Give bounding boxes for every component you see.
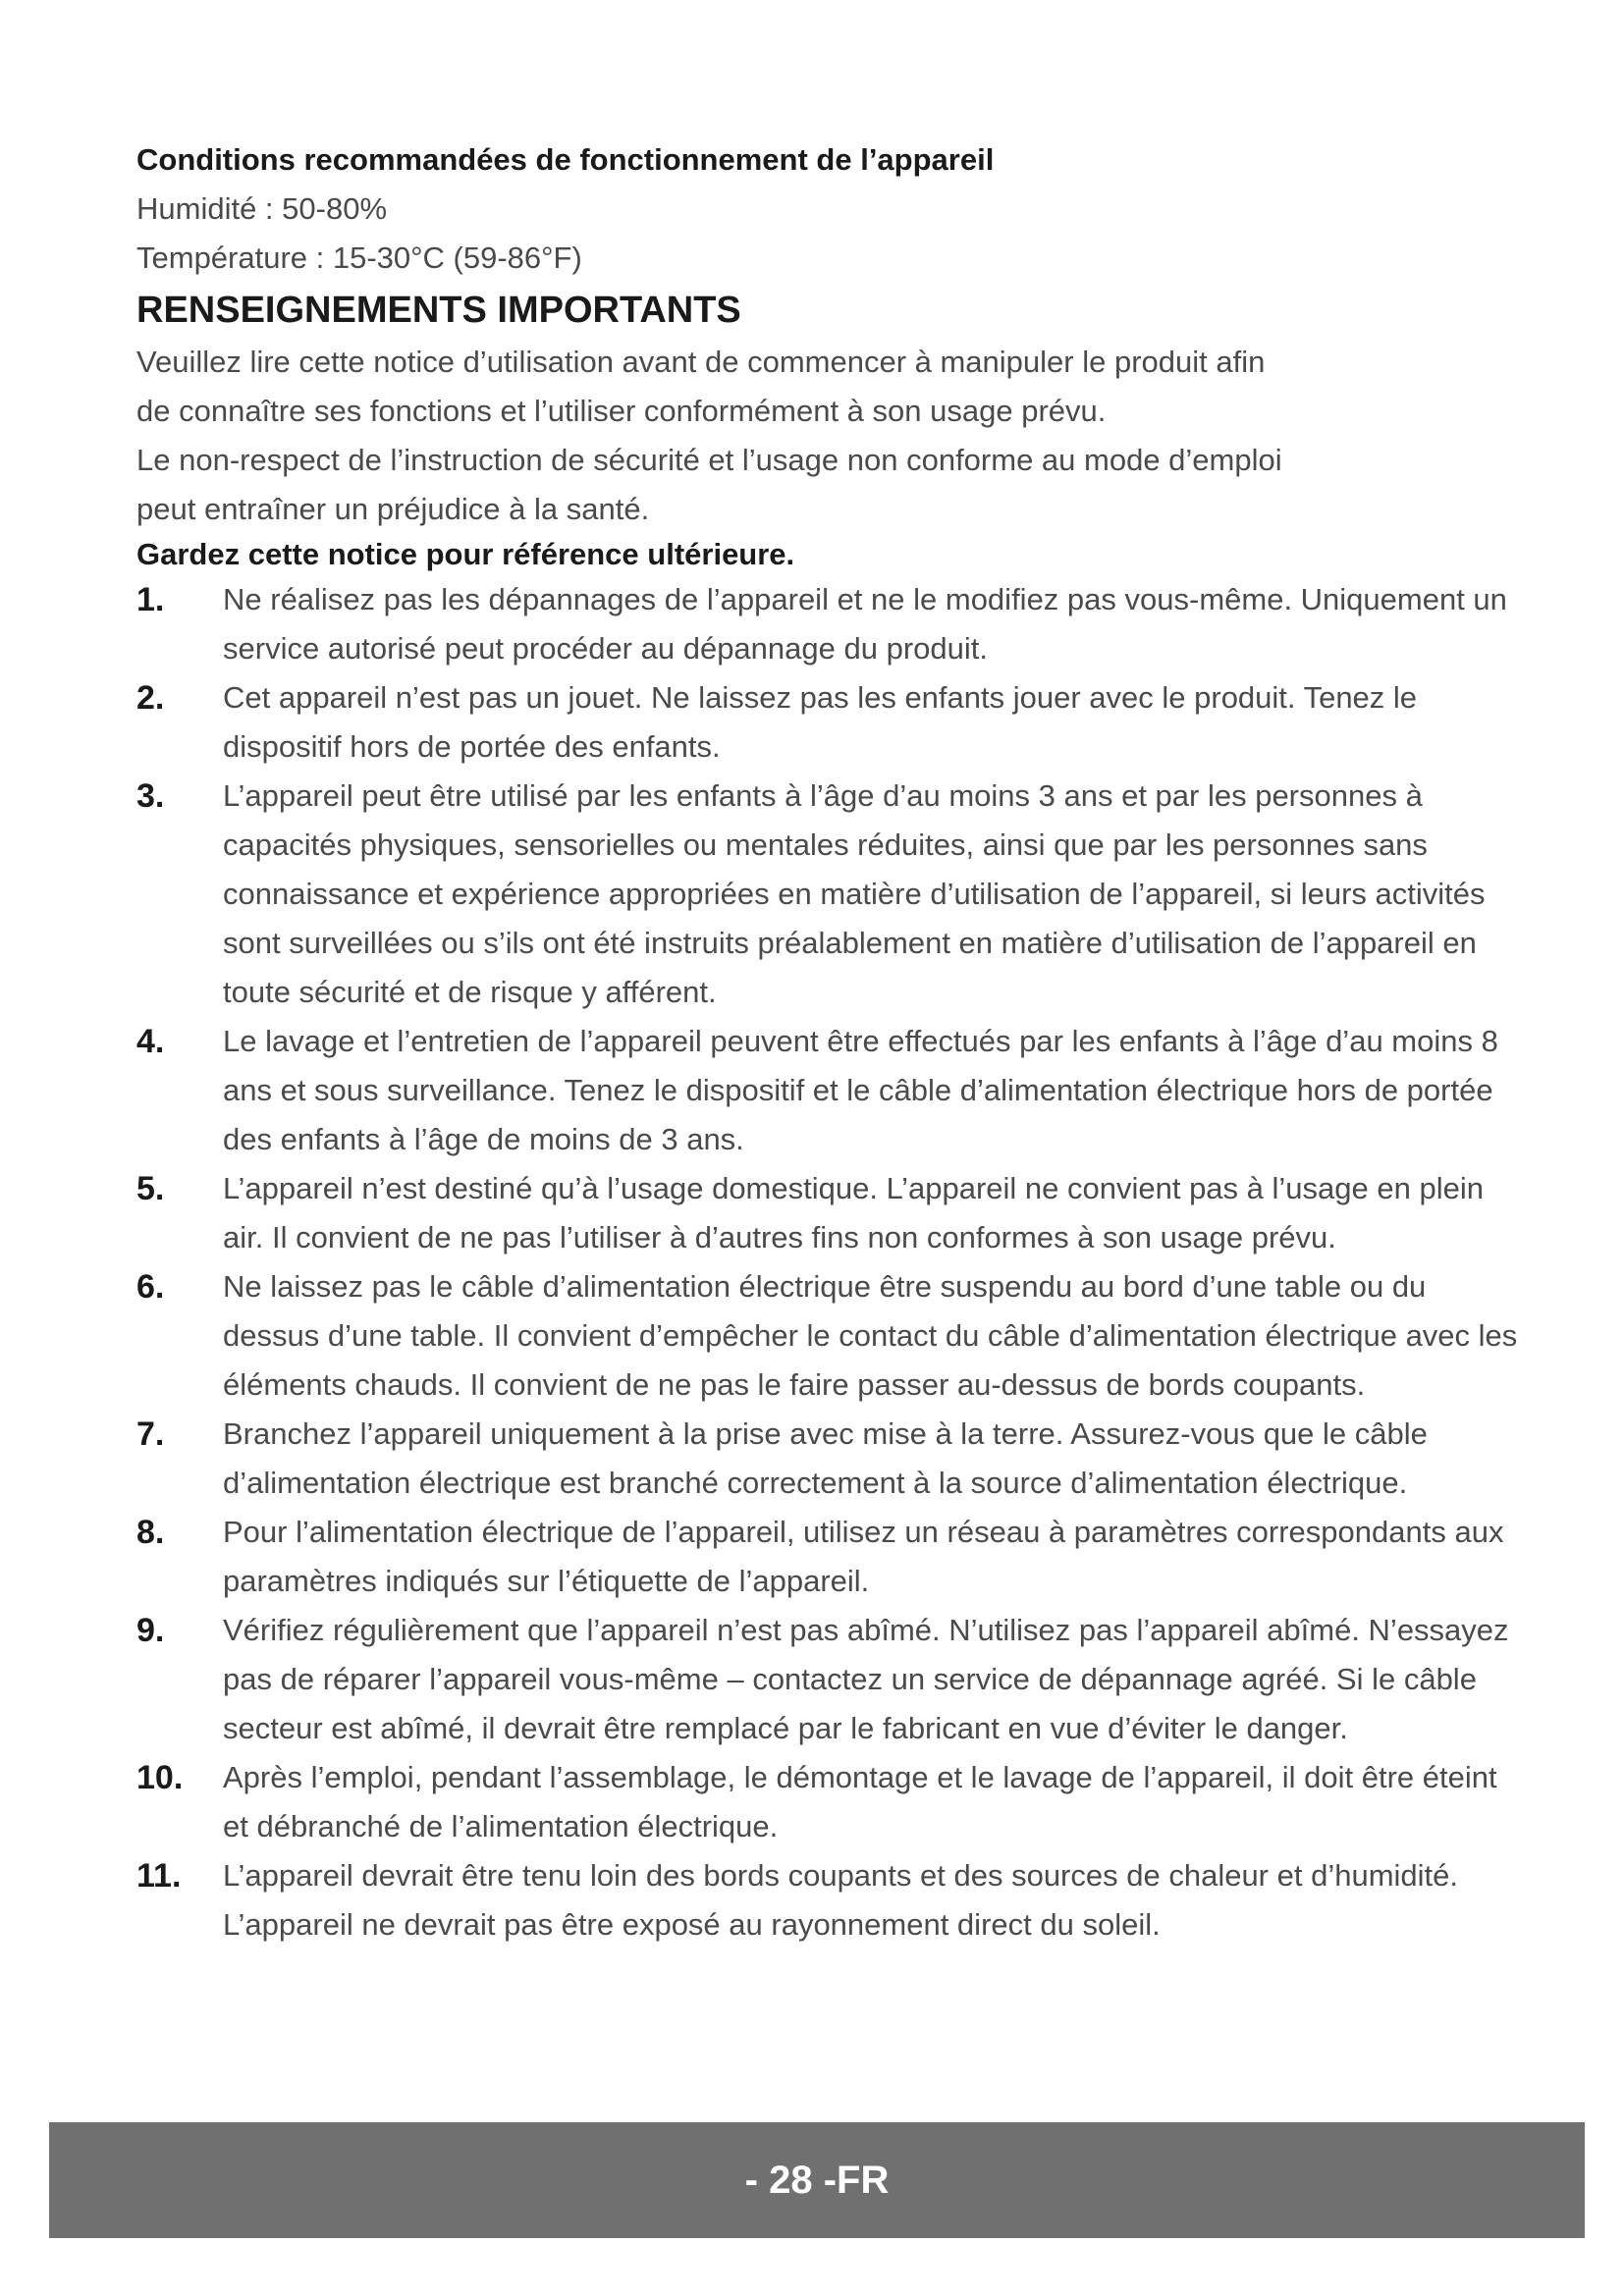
conditions-title: Conditions recommandées de fonctionnement de l’appareil [136,142,995,177]
item-number: 4. [136,1023,165,1060]
page-content [136,135,1531,1949]
item-text: Cet appareil n’est pas un jouet. Ne laissez pas les enfants jouer avec le produit. Tenez le dispositif hors de portée des enfants. [223,680,1418,764]
keep-notice: Gardez cette notice pour référence ultérieure. [136,537,795,571]
list-item [136,772,1531,1017]
list-item [136,575,1531,673]
list-item [136,1851,1531,1949]
item-text: L’appareil devrait être tenu loin des bords coupants et des sources de chaleur et d’humidité. L’appareil ne devrait pas être exposé au rayonnement direct du soleil. [223,1858,1458,1942]
list-item [136,673,1531,772]
item-number: 11. [136,1857,182,1895]
intro-line: peut entraîner un préjudice à la santé. [136,492,650,526]
item-number: 9. [136,1612,165,1649]
item-number: 5. [136,1170,165,1207]
item-number: 8. [136,1514,165,1551]
list-item [136,1017,1531,1164]
item-text: L’appareil peut être utilisé par les enfants à l’âge d’au moins 3 ans et par les personnes à capacités physiques, sensorielles ou mentales réduites, ainsi que par les personnes sans connaissance et expérience appropriées en matière d’utilisation de l’appareil, si leurs activités sont surveillées ou s’ils ont été instruits préalablement en matière d’utilisation de l’appareil en toute sécurité et de risque y afférent. [223,778,1486,1009]
item-text: Vérifiez régulièrement que l’appareil n’est pas abîmé. N’utilisez pas l’appareil abîmé. N’essayez pas de réparer l’appareil vous-même – contactez un service de dépannage agréé. Si le câble secteur est abîmé, il devrait être remplacé par le fabricant en vue d’éviter le danger. [223,1613,1509,1745]
intro-paragraph [136,338,1531,534]
section-heading: RENSEIGNEMENTS IMPORTANTS [136,290,741,331]
item-number: 3. [136,777,165,815]
item-text: Ne laissez pas le câble d’alimentation électrique être suspendu au bord d’une table ou du dessus d’une table. Il convient d’empêcher le contact du câble d’alimentation électrique avec les éléments chauds. Il convient de ne pas le faire passer au-dessus de bords coupants. [223,1269,1518,1402]
list-item [136,1262,1531,1410]
item-text: Branchez l’appareil uniquement à la prise avec mise à la terre. Assurez-vous que le câble d’alimentation électrique est branché correctement à la source d’alimentation électrique. [223,1416,1428,1500]
page-number: - 28 -FR [744,2158,890,2202]
item-text: L’appareil n’est destiné qu’à l’usage domestique. L’appareil ne convient pas à l’usage en plein air. Il convient de ne pas l’utiliser à d’autres fins non conformes à son usage prévu. [223,1171,1484,1255]
item-text: Le lavage et l’entretien de l’appareil peuvent être effectués par les enfants à l’âge d’au moins 8 ans et sous surveillance. Tenez le dispositif et le câble d’alimentation électrique hors de portée des enfants à l’âge de moins de 3 ans. [223,1024,1498,1156]
list-item [136,1753,1531,1851]
list-item [136,1508,1531,1606]
safety-list [136,575,1531,1949]
item-text: Après l’emploi, pendant l’assemblage, le démontage et le lavage de l’appareil, il doit être éteint et débranché de l’alimentation électrique. [223,1760,1497,1843]
item-number: 7. [136,1415,165,1453]
intro-line: Le non-respect de l’instruction de sécurité et l’usage non conforme au mode d’emploi [136,443,1282,477]
item-number: 10. [136,1759,184,1796]
temperature-line: Température : 15-30°C (59-86°F) [136,240,582,275]
list-item [136,1606,1531,1753]
item-number: 2. [136,679,165,717]
item-text: Pour l’alimentation électrique de l’appareil, utilisez un réseau à paramètres correspondants aux paramètres indiqués sur l’étiquette de l’appareil. [223,1515,1504,1598]
item-number: 1. [136,581,165,618]
item-number: 6. [136,1268,165,1306]
intro-line: de connaître ses fonctions et l’utiliser conformément à son usage prévu. [136,394,1107,428]
list-item [136,1410,1531,1508]
intro-line: Veuillez lire cette notice d’utilisation avant de commencer à manipuler le produit afin [136,345,1266,379]
humidity-line: Humidité : 50-80% [136,191,388,226]
page-footer [49,2122,1585,2238]
list-item [136,1164,1531,1262]
item-text: Ne réalisez pas les dépannages de l’appareil et ne le modifiez pas vous-même. Uniquement un service autorisé peut procéder au dépannage du produit. [223,582,1507,666]
